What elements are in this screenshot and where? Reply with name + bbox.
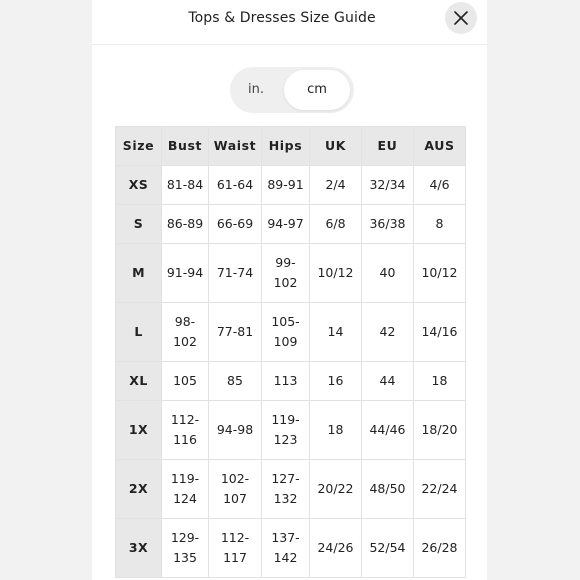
- table-cell: 105-109: [262, 303, 310, 362]
- table-cell: 8: [414, 205, 466, 244]
- table-cell: 48/50: [362, 460, 414, 519]
- size-label: 3X: [116, 519, 162, 578]
- table-cell: 112-116: [162, 401, 209, 460]
- close-icon: [454, 11, 468, 25]
- column-header: UK: [310, 127, 362, 166]
- table-cell: 102-107: [209, 460, 262, 519]
- table-cell: 61-64: [209, 166, 262, 205]
- table-cell: 44/46: [362, 401, 414, 460]
- table-row: [116, 401, 466, 460]
- table-cell: 91-94: [162, 244, 209, 303]
- table-cell: 32/34: [362, 166, 414, 205]
- size-table: [115, 126, 466, 578]
- table-cell: 52/54: [362, 519, 414, 578]
- table-cell: 16: [310, 362, 362, 401]
- table-cell: 2/4: [310, 166, 362, 205]
- table-cell: 98-102: [162, 303, 209, 362]
- modal-title: Tops & Dresses Size Guide: [188, 10, 376, 26]
- table-cell: 26/28: [414, 519, 466, 578]
- table-cell: 77-81: [209, 303, 262, 362]
- size-label: XL: [116, 362, 162, 401]
- table-cell: 20/22: [310, 460, 362, 519]
- modal-header: [92, 0, 487, 45]
- table-cell: 119-123: [262, 401, 310, 460]
- size-label: XS: [116, 166, 162, 205]
- table-cell: 18: [414, 362, 466, 401]
- table-cell: 40: [362, 244, 414, 303]
- size-label: S: [116, 205, 162, 244]
- table-cell: 14/16: [414, 303, 466, 362]
- table-cell: 89-91: [262, 166, 310, 205]
- table-cell: 85: [209, 362, 262, 401]
- table-cell: 99-102: [262, 244, 310, 303]
- size-guide-modal: [92, 0, 487, 580]
- table-row: [116, 519, 466, 578]
- units-toggle: [230, 67, 354, 113]
- table-row: [116, 460, 466, 519]
- table-cell: 6/8: [310, 205, 362, 244]
- table-cell: 119-124: [162, 460, 209, 519]
- size-label: L: [116, 303, 162, 362]
- column-header: EU: [362, 127, 414, 166]
- table-cell: 94-97: [262, 205, 310, 244]
- table-cell: 10/12: [310, 244, 362, 303]
- table-cell: 81-84: [162, 166, 209, 205]
- table-cell: 105: [162, 362, 209, 401]
- table-cell: 71-74: [209, 244, 262, 303]
- column-header: Waist: [209, 127, 262, 166]
- table-cell: 113: [262, 362, 310, 401]
- table-cell: 14: [310, 303, 362, 362]
- table-cell: 94-98: [209, 401, 262, 460]
- column-header: AUS: [414, 127, 466, 166]
- size-label: 1X: [116, 401, 162, 460]
- table-cell: 4/6: [414, 166, 466, 205]
- table-cell: 18/20: [414, 401, 466, 460]
- column-header: Size: [116, 127, 162, 166]
- column-header: Hips: [262, 127, 310, 166]
- close-button[interactable]: [445, 2, 477, 34]
- table-cell: 18: [310, 401, 362, 460]
- table-cell: 127-132: [262, 460, 310, 519]
- table-cell: 129-135: [162, 519, 209, 578]
- table-header-row: [116, 127, 466, 166]
- table-cell: 66-69: [209, 205, 262, 244]
- table-row: [116, 303, 466, 362]
- table-cell: 24/26: [310, 519, 362, 578]
- table-cell: 42: [362, 303, 414, 362]
- table-row: [116, 166, 466, 205]
- unit-option-cm[interactable]: cm: [284, 70, 350, 110]
- table-cell: 22/24: [414, 460, 466, 519]
- column-header: Bust: [162, 127, 209, 166]
- table-cell: 137-142: [262, 519, 310, 578]
- table-row: [116, 362, 466, 401]
- size-label: 2X: [116, 460, 162, 519]
- table-cell: 10/12: [414, 244, 466, 303]
- table-row: [116, 244, 466, 303]
- table-cell: 112-117: [209, 519, 262, 578]
- table-cell: 36/38: [362, 205, 414, 244]
- table-cell: 86-89: [162, 205, 209, 244]
- size-label: M: [116, 244, 162, 303]
- unit-option-in[interactable]: in.: [248, 82, 264, 97]
- table-row: [116, 205, 466, 244]
- table-cell: 44: [362, 362, 414, 401]
